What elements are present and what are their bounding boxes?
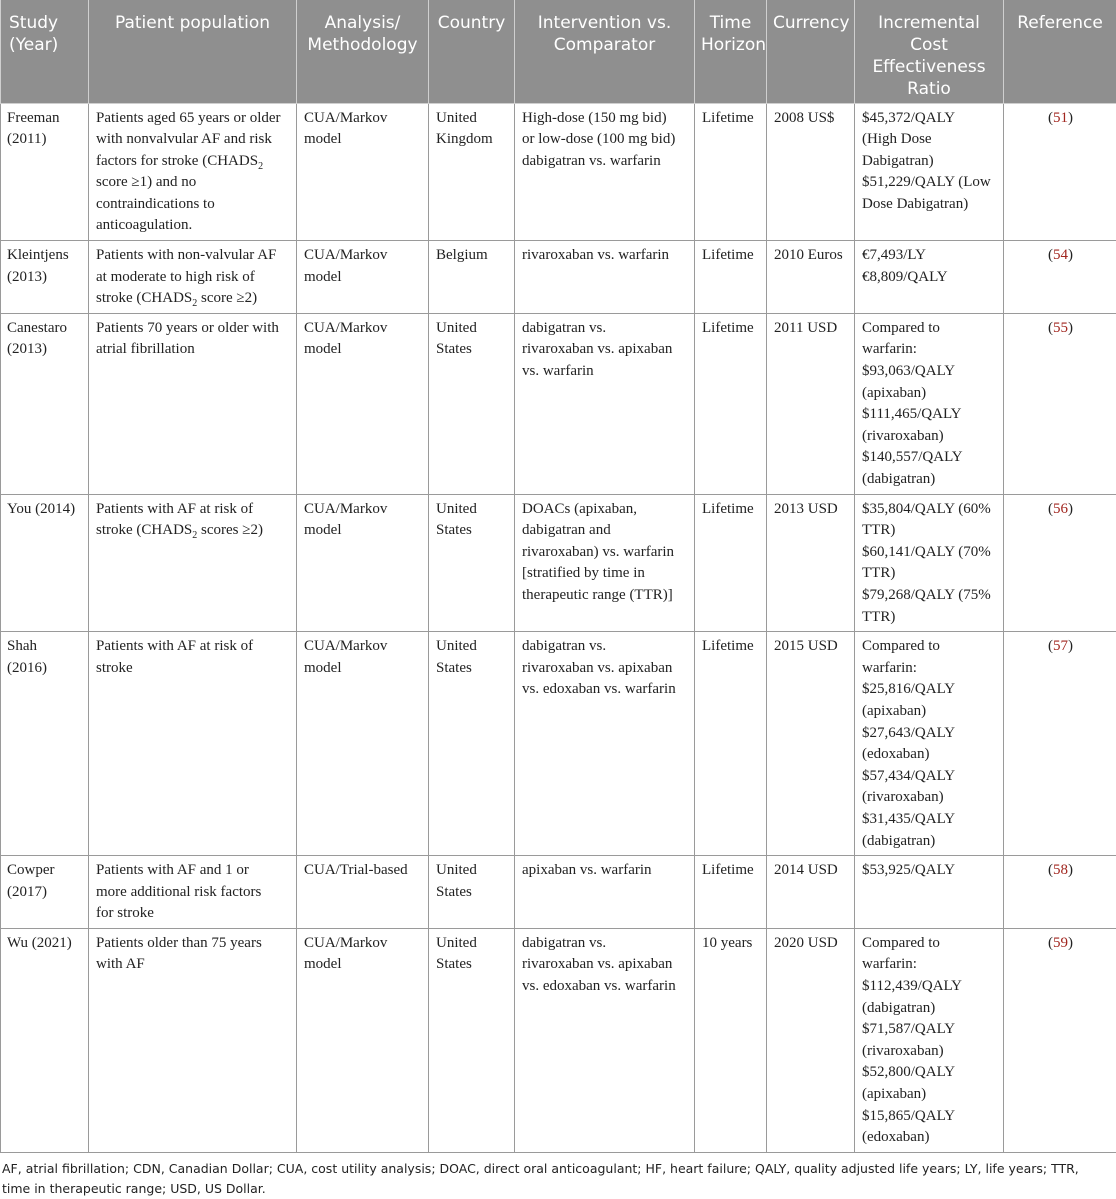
column-header-study xyxy=(1,0,89,103)
cell-text: 2015 USD xyxy=(774,636,848,658)
cell-text: Patients with AF at risk of xyxy=(96,499,290,521)
cell-study xyxy=(1,313,89,494)
table-row xyxy=(1,856,1116,929)
column-header-population xyxy=(89,0,297,103)
cell-text: $52,800/QALY xyxy=(862,1062,997,1084)
cell-text: €7,493/LY xyxy=(862,245,997,267)
cell-text: factors for stroke ($CHADS_2$ xyxy=(96,151,290,173)
header-row xyxy=(1,0,1116,103)
cell-text: 2010 Euros xyxy=(774,245,848,267)
cell-icer xyxy=(855,632,1004,856)
cell-reference: (58) xyxy=(1004,856,1116,929)
cell-text: (2017) xyxy=(7,882,82,904)
cell-text: $53,925/QALY xyxy=(862,860,997,882)
cell-population xyxy=(89,928,297,1152)
cell-horizon xyxy=(695,632,767,856)
cell-text: (edoxaban) xyxy=(862,1127,997,1149)
cell-text: Patients 70 years or older with xyxy=(96,318,290,340)
column-header-text: Intervention vs. xyxy=(521,12,688,34)
table-row xyxy=(1,313,1116,494)
reference-link[interactable]: 56 xyxy=(1053,501,1068,517)
cell-text: model xyxy=(304,339,422,361)
cell-horizon xyxy=(695,103,767,241)
cell-analysis xyxy=(297,241,429,314)
column-header-icer xyxy=(855,0,1004,103)
cell-text: Lifetime xyxy=(702,108,760,130)
cell-text: rivaroxaban) vs. warfarin xyxy=(522,542,688,564)
cell-text: rivaroxaban vs. apixaban xyxy=(522,339,688,361)
cell-text: States xyxy=(436,339,508,361)
cell-text: $25,816/QALY xyxy=(862,679,997,701)
table-footnote xyxy=(0,1153,1112,1199)
cell-text: model xyxy=(304,658,422,680)
cell-country xyxy=(429,313,515,494)
cell-horizon xyxy=(695,313,767,494)
cell-text: for stroke xyxy=(96,903,290,925)
cell-text: dabigatran vs. xyxy=(522,636,688,658)
cell-analysis xyxy=(297,632,429,856)
cell-text: therapeutic range (TTR)] xyxy=(522,585,688,607)
cell-study xyxy=(1,632,89,856)
cell-text: warfarin: xyxy=(862,339,997,361)
cell-currency xyxy=(767,313,855,494)
cell-population xyxy=(89,494,297,632)
cell-horizon xyxy=(695,856,767,929)
cell-text: with AF xyxy=(96,954,290,976)
cell-text: $27,643/QALY xyxy=(862,723,997,745)
cell-text: rivaroxaban vs. apixaban xyxy=(522,954,688,976)
cell-country xyxy=(429,494,515,632)
table-row xyxy=(1,632,1116,856)
cell-text: United xyxy=(436,318,508,340)
column-header-text: Ratio xyxy=(861,78,997,100)
cell-intervention xyxy=(515,241,695,314)
cell-text: TTR) xyxy=(862,520,997,542)
cell-text: $15,865/QALY xyxy=(862,1106,997,1128)
cell-currency xyxy=(767,241,855,314)
cell-text: Kleintjens xyxy=(7,245,82,267)
cell-text: You (2014) xyxy=(7,499,82,521)
column-header-text: Incremental xyxy=(861,12,997,34)
footnote-line: AF, atrial fibrillation; CDN, Canadian Dollar; CUA, cost utility analysis; DOAC, direct oral anticoagulant; HF, heart failure; QALY, quality adjusted life years; LY, life years; TTR, xyxy=(2,1159,1110,1179)
cell-text: (2016) xyxy=(7,658,82,680)
cell-text: Dabigatran) xyxy=(862,151,997,173)
cell-text: stroke xyxy=(96,658,290,680)
cell-text: Canestaro xyxy=(7,318,82,340)
cell-text: States xyxy=(436,954,508,976)
reference-link[interactable]: 51 xyxy=(1053,110,1068,126)
column-header-horizon xyxy=(695,0,767,103)
cell-analysis xyxy=(297,313,429,494)
column-header-text: Reference xyxy=(1010,12,1110,34)
cell-study xyxy=(1,856,89,929)
cell-text: United xyxy=(436,499,508,521)
cell-text: €8,809/QALY xyxy=(862,267,997,289)
cell-text: stroke ($CHADS_2$ score ≥2) xyxy=(96,288,290,310)
cell-intervention xyxy=(515,103,695,241)
table-body xyxy=(1,103,1116,1152)
cell-icer xyxy=(855,103,1004,241)
cell-text: anticoagulation. xyxy=(96,215,290,237)
cell-text: atrial fibrillation xyxy=(96,339,290,361)
cell-currency xyxy=(767,103,855,241)
cell-country xyxy=(429,103,515,241)
cell-population xyxy=(89,103,297,241)
reference-link[interactable]: 54 xyxy=(1053,247,1068,263)
cell-text: (2013) xyxy=(7,267,82,289)
cell-text: Patients with AF at risk of xyxy=(96,636,290,658)
cell-text: more additional risk factors xyxy=(96,882,290,904)
cell-text: (2011) xyxy=(7,129,82,151)
cell-analysis xyxy=(297,856,429,929)
cell-text: States xyxy=(436,882,508,904)
cell-text: CUA/Trial-based xyxy=(304,860,422,882)
cell-reference: (55) xyxy=(1004,313,1116,494)
cell-text: $51,229/QALY (Low xyxy=(862,172,997,194)
cell-text: rivaroxaban vs. warfarin xyxy=(522,245,688,267)
cell-text: $79,268/QALY (75% xyxy=(862,585,997,607)
cell-text: Lifetime xyxy=(702,860,760,882)
cell-text: vs. edoxaban vs. warfarin xyxy=(522,679,688,701)
cell-text: 2008 US$ xyxy=(774,108,848,130)
cell-icer xyxy=(855,928,1004,1152)
column-header-text: Patient population xyxy=(95,12,290,34)
column-header-text: Methodology xyxy=(303,34,422,56)
cell-text: Lifetime xyxy=(702,499,760,521)
cell-text: CUA/Markov xyxy=(304,499,422,521)
column-header-text: Comparator xyxy=(521,34,688,56)
cell-text: (dabigatran) xyxy=(862,998,997,1020)
cell-population xyxy=(89,241,297,314)
cell-text: dabigatran vs. xyxy=(522,933,688,955)
cell-text: (rivaroxaban) xyxy=(862,426,997,448)
cell-reference: (57) xyxy=(1004,632,1116,856)
cell-study xyxy=(1,928,89,1152)
cell-analysis xyxy=(297,494,429,632)
cell-text: 2014 USD xyxy=(774,860,848,882)
column-header-text: Study xyxy=(9,12,82,34)
cell-icer xyxy=(855,494,1004,632)
cell-currency xyxy=(767,494,855,632)
cell-text: Freeman xyxy=(7,108,82,130)
cell-text: warfarin: xyxy=(862,658,997,680)
cell-reference: (59) xyxy=(1004,928,1116,1152)
table-row xyxy=(1,103,1116,241)
cell-text: dabigatran vs. xyxy=(522,318,688,340)
cell-text: CUA/Markov xyxy=(304,636,422,658)
column-header-text: Effectiveness xyxy=(861,56,997,78)
cell-text: score ≥1) and no xyxy=(96,172,290,194)
cell-text: dabigatran and xyxy=(522,520,688,542)
cell-text: TTR) xyxy=(862,607,997,629)
cell-text: model xyxy=(304,267,422,289)
column-header-text: Country xyxy=(435,12,508,34)
cell-reference: (56) xyxy=(1004,494,1116,632)
cell-currency xyxy=(767,856,855,929)
cell-intervention xyxy=(515,494,695,632)
cell-text: $111,465/QALY xyxy=(862,404,997,426)
cell-text: apixaban vs. warfarin xyxy=(522,860,688,882)
cell-text: vs. edoxaban vs. warfarin xyxy=(522,976,688,998)
column-header-text: Analysis/ xyxy=(303,12,422,34)
cell-text: with nonvalvular AF and risk xyxy=(96,129,290,151)
table-row xyxy=(1,241,1116,314)
cell-study xyxy=(1,103,89,241)
cell-text: Cowper xyxy=(7,860,82,882)
cell-text: Compared to xyxy=(862,318,997,340)
column-header-intervention xyxy=(515,0,695,103)
table-row xyxy=(1,928,1116,1152)
cell-intervention xyxy=(515,856,695,929)
cell-text: DOACs (apixaban, xyxy=(522,499,688,521)
cell-text: Lifetime xyxy=(702,245,760,267)
cell-horizon xyxy=(695,928,767,1152)
cell-text: rivaroxaban vs. apixaban xyxy=(522,658,688,680)
cell-text: CUA/Markov xyxy=(304,318,422,340)
cell-intervention xyxy=(515,632,695,856)
cell-text: $45,372/QALY xyxy=(862,108,997,130)
cell-text: (High Dose xyxy=(862,129,997,151)
cell-text: Wu (2021) xyxy=(7,933,82,955)
cell-reference: (54) xyxy=(1004,241,1116,314)
cell-text: Kingdom xyxy=(436,129,508,151)
reference-link[interactable]: 59 xyxy=(1053,935,1068,951)
cell-population xyxy=(89,856,297,929)
column-header-text: Horizon xyxy=(701,34,760,56)
cell-text: Patients aged 65 years or older xyxy=(96,108,290,130)
cell-study xyxy=(1,494,89,632)
column-header-text: Cost xyxy=(861,34,997,56)
cell-text: CUA/Markov xyxy=(304,108,422,130)
cell-text: States xyxy=(436,520,508,542)
cell-text: contraindications to xyxy=(96,194,290,216)
cell-text: CUA/Markov xyxy=(304,245,422,267)
cell-text: Dose Dabigatran) xyxy=(862,194,997,216)
cell-text: model xyxy=(304,520,422,542)
cell-text: Belgium xyxy=(436,245,508,267)
cell-study xyxy=(1,241,89,314)
cell-text: (apixaban) xyxy=(862,1084,997,1106)
cell-text: (dabigatran) xyxy=(862,831,997,853)
cell-currency xyxy=(767,928,855,1152)
cell-text: 2020 USD xyxy=(774,933,848,955)
cell-text: (dabigatran) xyxy=(862,469,997,491)
column-header-text: (Year) xyxy=(9,34,82,56)
cell-text: 2011 USD xyxy=(774,318,848,340)
cell-text: $93,063/QALY xyxy=(862,361,997,383)
cell-text: Patients with AF and 1 or xyxy=(96,860,290,882)
cell-text: model xyxy=(304,129,422,151)
cell-text: $35,804/QALY (60% xyxy=(862,499,997,521)
table-row xyxy=(1,494,1116,632)
cell-text: vs. warfarin xyxy=(522,361,688,383)
cell-text: 10 years xyxy=(702,933,760,955)
cell-text: (apixaban) xyxy=(862,383,997,405)
cell-text: $60,141/QALY (70% xyxy=(862,542,997,564)
cell-country xyxy=(429,928,515,1152)
cell-text: model xyxy=(304,954,422,976)
cell-text: warfarin: xyxy=(862,954,997,976)
cell-text: Compared to xyxy=(862,636,997,658)
cell-analysis xyxy=(297,928,429,1152)
cell-text: Compared to xyxy=(862,933,997,955)
cell-text: (apixaban) xyxy=(862,701,997,723)
cell-text: 2013 USD xyxy=(774,499,848,521)
cell-text: Patients older than 75 years xyxy=(96,933,290,955)
cell-text: Lifetime xyxy=(702,318,760,340)
cell-text: at moderate to high risk of xyxy=(96,267,290,289)
cell-text: $112,439/QALY xyxy=(862,976,997,998)
column-header-currency xyxy=(767,0,855,103)
cell-reference: (51) xyxy=(1004,103,1116,241)
cell-text: Patients with non-valvular AF xyxy=(96,245,290,267)
cell-country xyxy=(429,856,515,929)
cell-text: (2013) xyxy=(7,339,82,361)
cell-text: $31,435/QALY xyxy=(862,809,997,831)
column-header-text: Currency xyxy=(773,12,848,34)
cell-country xyxy=(429,241,515,314)
cell-population xyxy=(89,313,297,494)
cell-icer xyxy=(855,313,1004,494)
cell-text: (rivaroxaban) xyxy=(862,787,997,809)
cell-intervention xyxy=(515,928,695,1152)
cell-text: $71,587/QALY xyxy=(862,1019,997,1041)
cell-text: [stratified by time in xyxy=(522,563,688,585)
column-header-analysis xyxy=(297,0,429,103)
cell-text: Shah xyxy=(7,636,82,658)
cell-horizon xyxy=(695,494,767,632)
cell-text: United xyxy=(436,108,508,130)
cell-text: or low-dose (100 mg bid) xyxy=(522,129,688,151)
reference-link[interactable]: 58 xyxy=(1053,862,1068,878)
cell-icer xyxy=(855,856,1004,929)
cell-text: $57,434/QALY xyxy=(862,766,997,788)
cell-icer xyxy=(855,241,1004,314)
cell-text: United xyxy=(436,933,508,955)
cell-text: dabigatran vs. warfarin xyxy=(522,151,688,173)
footnote-line: time in therapeutic range; USD, US Dollar. xyxy=(2,1179,1110,1199)
cell-text: United xyxy=(436,860,508,882)
cell-text: stroke ($CHADS_2$ scores ≥2) xyxy=(96,520,290,542)
cell-intervention xyxy=(515,313,695,494)
cell-text: (rivaroxaban) xyxy=(862,1041,997,1063)
column-header-text: Time xyxy=(701,12,760,34)
cell-text: United xyxy=(436,636,508,658)
cell-country xyxy=(429,632,515,856)
cell-text: (edoxaban) xyxy=(862,744,997,766)
cell-horizon xyxy=(695,241,767,314)
cell-population xyxy=(89,632,297,856)
reference-link[interactable]: 57 xyxy=(1053,638,1068,654)
cell-text: TTR) xyxy=(862,563,997,585)
column-header-reference xyxy=(1004,0,1116,103)
reference-link[interactable]: 55 xyxy=(1053,320,1068,336)
cell-text: States xyxy=(436,658,508,680)
cell-text: CUA/Markov xyxy=(304,933,422,955)
cell-analysis xyxy=(297,103,429,241)
column-header-country xyxy=(429,0,515,103)
cell-text: High-dose (150 mg bid) xyxy=(522,108,688,130)
cell-text: $140,557/QALY xyxy=(862,447,997,469)
cell-currency xyxy=(767,632,855,856)
cell-text: Lifetime xyxy=(702,636,760,658)
